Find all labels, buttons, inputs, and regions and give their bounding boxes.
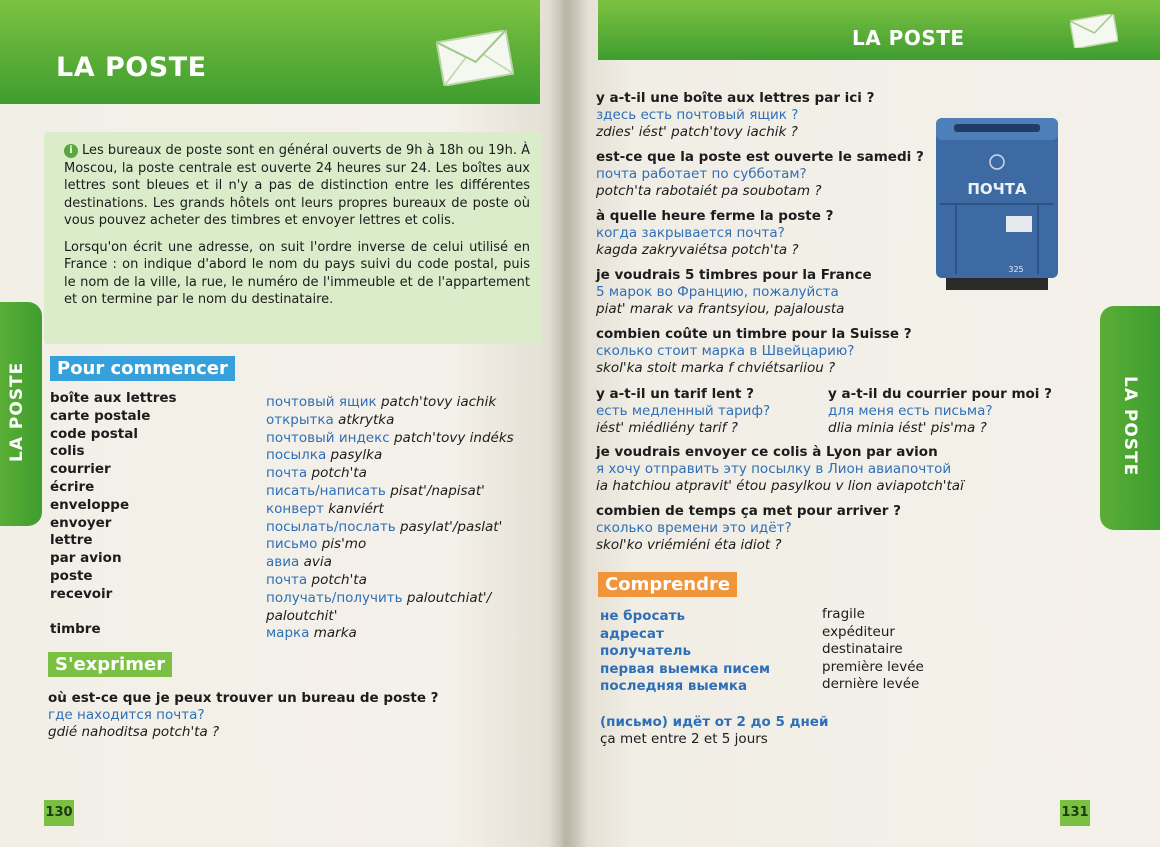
section-pour-commencer: Pour commencer [50,356,235,381]
vocab-ru-item: почтовый индекс patch'tovy indéks [266,429,514,446]
info-paragraph-2: Lorsqu'on écrit une adresse, on suit l'ordre inverse de celui utilisé en France : on indique d'abord le nom du pays suivi du code postal, puis le nom de la ville, la rue, le numéro de l'immeuble et de l'appartement et on termine par le nom du destinataire. [64,239,530,307]
vocab-fr-item: poste [50,567,93,584]
vocab-ru-item: конверт kanviért [266,500,384,517]
vocab-fr-item: lettre [50,532,93,549]
vocab-fr-item: carte postale [50,407,151,424]
vocab-fr-item: écrire [50,478,95,495]
info-box [44,132,542,344]
comprendre-russian-column [600,608,770,696]
vocab-russian-column [266,394,514,643]
vocab-ru-item: получать/получить paloutchiat'/ [266,589,492,606]
comprendre-ru-item: не бросать [600,608,686,624]
vocab-fr-item: colis [50,443,85,460]
express-phrase: où est-ce que je peux trouver un bureau de poste ? где находится почта? gdié nahoditsa potch'ta ? [48,690,439,740]
vocab-ru-item: почта potch'ta [266,571,367,588]
mailbox-number: 325 [1008,265,1024,274]
comprendre-fr-item: destinataire [822,641,903,657]
vocab-fr-item: code postal [50,425,138,442]
phrase-five-stamps: je voudrais 5 timbres pour la France 5 марок во Францию, пожалуйста piat' marak va frantsyiou, pajalousta [596,267,872,317]
vocab-fr-item: timbre [50,621,101,638]
vocab-fr-item: boîte aux lettres [50,390,177,406]
vocab-french-column [50,390,177,639]
vocab-fr-item: courrier [50,461,111,478]
comprendre-ru-item: последняя выемка [600,678,748,694]
left-side-tab: LA POSTE [0,302,42,526]
vocab-ru-item: почта potch'ta [266,465,367,482]
book-gutter [548,0,588,847]
left-header-title: LA POSTE [56,52,207,83]
comprendre-ru-item: адресат [600,625,664,642]
vocab-fr-item: envoyer [50,514,112,531]
comprendre-fr-item: dernière levée [822,676,920,692]
right-side-tab: LA POSTE [1100,306,1160,530]
phrase-mailbox-here: y a-t-il une boîte aux lettres par ici ? здесь есть почтовый ящик ? zdies' iést' patch'tovy iachik ? [596,90,875,140]
right-page [562,0,1160,847]
vocab-ru-item: открытка atkrytka [266,411,395,428]
phrase-mail-for-me: y a-t-il du courrier pour moi ? для меня есть письма? dlia minia iést' pis'ma ? [828,386,1052,436]
phrase-closing-time: à quelle heure ferme la poste ? когда закрывается почта? kagda zakryvaiétsa potch'ta ? [596,208,834,258]
phrase-delivery-days: (письмо) идёт от 2 до 5 дней ça met entre 2 et 5 jours [600,714,829,747]
page-number-left: 130 [44,800,74,826]
vocab-fr-item: par avion [50,550,122,567]
vocab-ru-item: посылка pasylka [266,447,383,464]
phrase-slow-rate: y a-t-il un tarif lent ? есть медленный тариф? iést' miédliény tarif ? [596,386,771,436]
vocab-ru-item: марка marka [266,625,357,642]
comprendre-ru-item: получатель [600,643,692,659]
vocab-ru-item: писать/написать pisat'/napisat' [266,482,485,499]
comprendre-ru-item: первая выемка писем [600,660,771,677]
section-s-exprimer: S'exprimer [48,652,172,677]
left-header-band [0,0,540,104]
vocab-ru-item: почтовый ящик patch'tovy iachik [266,394,497,410]
mailbox-photo [934,112,1060,292]
mailbox-label: ПОЧТА [967,180,1027,198]
vocab-ru-item: письмо pis'mo [266,536,367,553]
envelope-icon [436,30,514,86]
page-number-right: 131 [1060,800,1090,826]
vocab-fr-item: enveloppe [50,496,130,513]
vocab-fr-spacer [50,604,177,622]
vocab-fr-item: recevoir [50,585,113,602]
left-page [0,0,562,847]
right-header-title: LA POSTE [852,26,965,50]
phrase-stamp-switzerland: combien coûte un timbre pour la Suisse ? сколько стоит марка в Швейцарию? skol'ka stoit marka f chviétsariiou ? [596,326,912,376]
vocab-ru-item: авиа avia [266,554,332,571]
envelope-icon [1070,14,1118,48]
right-header-band [598,0,1160,60]
vocab-ru-item: paloutchit' [266,607,338,624]
comprendre-fr-item: première levée [822,658,924,675]
comprendre-french-column [822,606,924,694]
phrase-delivery-time: combien de temps ça met pour arriver ? сколько времени это идёт? skol'ko vriémiéni éta idiot ? [596,503,901,553]
comprendre-fr-item: fragile [822,606,865,622]
section-comprendre: Comprendre [598,572,737,597]
comprendre-fr-item: expéditeur [822,623,895,640]
phrase-saturday: est-ce que la poste est ouverte le samedi ? почта работает по субботам? potch'ta rabotaiét pa soubotam ? [596,149,924,199]
info-paragraph-1: i Les bureaux de poste sont en général ouverts de 9h à 18h ou 19h. À Moscou, la poste centrale est ouverte 24 heures sur 24. Les boîtes aux lettres sont bleues et il n'y a pas de distinction entre les différentes destinations. Les grands hôtels ont leurs propres bureaux de poste où vous pouvez acheter des timbres et envoyer lettres et colis. [64,143,530,228]
phrase-send-parcel-lyon: je voudrais envoyer ce colis à Lyon par avion я хочу отправить эту посылку в Лион авиапочтой ia hatchiou atpravit' étou pasylkou v lion aviapotch'taï [596,444,964,494]
vocab-ru-item: посылать/послать pasylat'/paslat' [266,518,503,535]
info-icon: i [64,144,78,158]
